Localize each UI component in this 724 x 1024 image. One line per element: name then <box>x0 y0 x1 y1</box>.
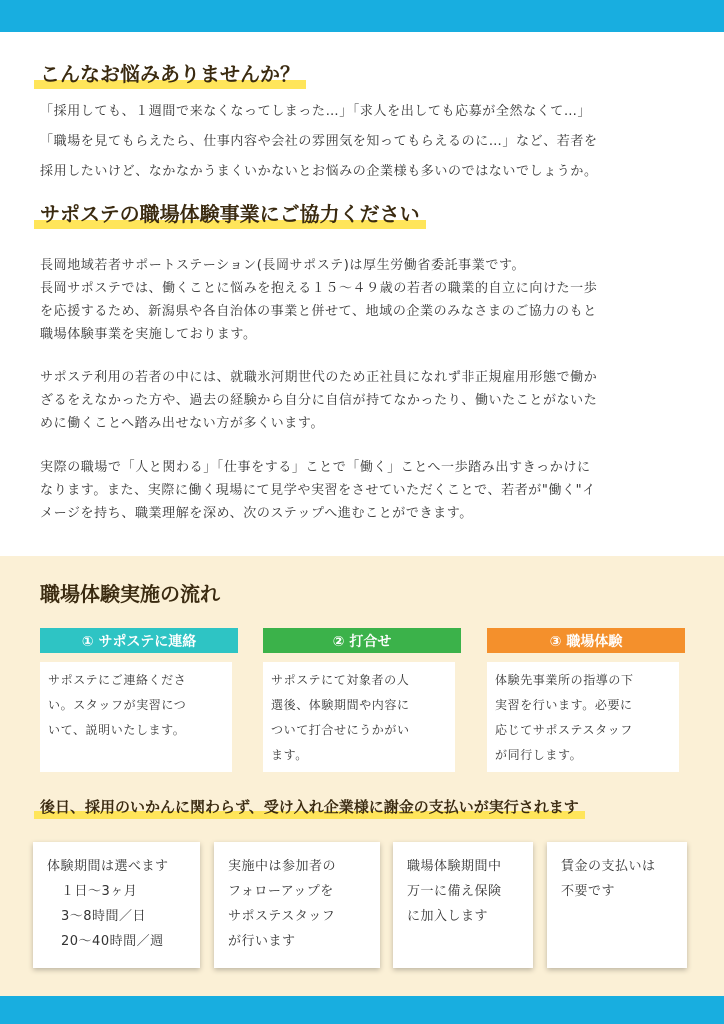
text-line: を応援するため、新潟県や各自治体の事業と併せて、地域の企業のみなさまのご協力のもと <box>40 304 597 319</box>
text-line: 職場体験期間中 <box>407 859 502 874</box>
text-line: 職場体験事業を実施しております。 <box>40 327 257 342</box>
text-line: 「採用しても、１週間で来なくなってしまった…」「求人を出しても応募が全然なくて…」 <box>40 104 592 119</box>
card-wages <box>547 842 687 968</box>
text-line: サポステにご連絡くださ <box>48 673 187 687</box>
text-line: 実施中は参加者の <box>228 859 337 874</box>
text-line: サポステにて対象者の人 <box>271 673 410 687</box>
notice-text: 後日、採用のいかんに関わらず、受け入れ企業様に謝金の支払いが実行されます <box>40 798 579 816</box>
youth-paragraph <box>40 366 692 435</box>
text-line: 不要です <box>561 884 616 899</box>
text-line: サポステスタッフ <box>228 909 336 924</box>
text-line: 応じてサポステスタッフ <box>495 723 633 737</box>
section-heading-cooperation <box>40 198 420 227</box>
worries-paragraph <box>40 100 692 183</box>
text-line: ざるをえなかった方や、過去の経験から自分に自信が持てなかったり、働いたことがないた <box>40 393 598 408</box>
text-line: 採用したいけど、なかなかうまくいかないとお悩みの企業様も多いのではないでしょうか。 <box>40 164 598 179</box>
text-line: いて、説明いたします。 <box>48 723 186 737</box>
text-line: 賃金の支払いは <box>561 859 656 874</box>
step-1-label: ① サポステに連絡 <box>40 628 238 653</box>
text-line: サポステ利用の若者の中には、就職氷河期世代のため正社員になれず非正規雇用形態で働か <box>40 370 598 385</box>
flow-title: 職場体験実施の流れ <box>40 582 220 606</box>
intro-paragraph <box>40 254 692 346</box>
step-3-label: ③ 職場体験 <box>487 628 685 653</box>
section-heading-worries <box>40 58 300 87</box>
bottom-banner <box>0 996 724 1024</box>
step-3-description <box>487 662 679 772</box>
text-line: メージを持ち、職業理解を深め、次のステップへ進むことができます。 <box>40 506 473 521</box>
text-line: 20～40時間／週 <box>61 934 164 949</box>
text-line: 長岡サポステでは、働くことに悩みを抱える１５～４９歳の若者の職業的自立に向けた一歩 <box>40 281 598 296</box>
text-line: 体験先事業所の指導の下 <box>495 673 634 687</box>
text-line: い。スタッフが実習につ <box>48 698 187 712</box>
text-line: なります。また、実際に働く現場にて見学や実習をさせていただくことで、若者が"働く"イ <box>40 483 596 498</box>
text-line: が同行します。 <box>495 748 583 762</box>
text-line: ます。 <box>271 748 308 762</box>
top-banner <box>0 0 724 32</box>
text-line: が行います <box>228 934 296 949</box>
text-line: に加入します <box>407 909 489 924</box>
step-2-label: ② 打合せ <box>263 628 461 653</box>
text-line: １日～3ヶ月 <box>61 884 138 899</box>
heading-text: サポステの職場体験事業にご協力ください <box>40 202 420 226</box>
workplace-paragraph <box>40 456 692 525</box>
card-insurance <box>393 842 533 968</box>
text-line: 体験期間は選べます <box>47 859 169 874</box>
card-period <box>33 842 200 968</box>
text-line: 実際の職場で「人と関わる」「仕事をする」ことで「働く」ことへ一歩踏み出すきっかけに <box>40 460 591 475</box>
card-followup <box>214 842 380 968</box>
text-line: 「職場を見てもらえたら、仕事内容や会社の雰囲気を知ってもらえるのに…」など、若者を <box>40 134 598 149</box>
text-line: 3～8時間／日 <box>61 909 147 924</box>
heading-text: こんなお悩みありませんか？ <box>40 62 300 86</box>
payment-notice <box>40 796 579 817</box>
text-line: めに働くことへ踏み出せない方が多くいます。 <box>40 416 325 431</box>
text-line: 長岡地域若者サポートステーション(長岡サポステ)は厚生労働省委託事業です。 <box>40 258 526 273</box>
step-2-description <box>263 662 455 772</box>
text-line: ついて打合せにうかがい <box>271 723 410 737</box>
text-line: 選後、体験期間や内容に <box>271 698 410 712</box>
text-line: 万一に備え保険 <box>407 884 502 899</box>
text-line: 実習を行います。必要に <box>495 698 633 712</box>
text-line: フォローアップを <box>228 884 334 899</box>
step-1-description <box>40 662 232 772</box>
